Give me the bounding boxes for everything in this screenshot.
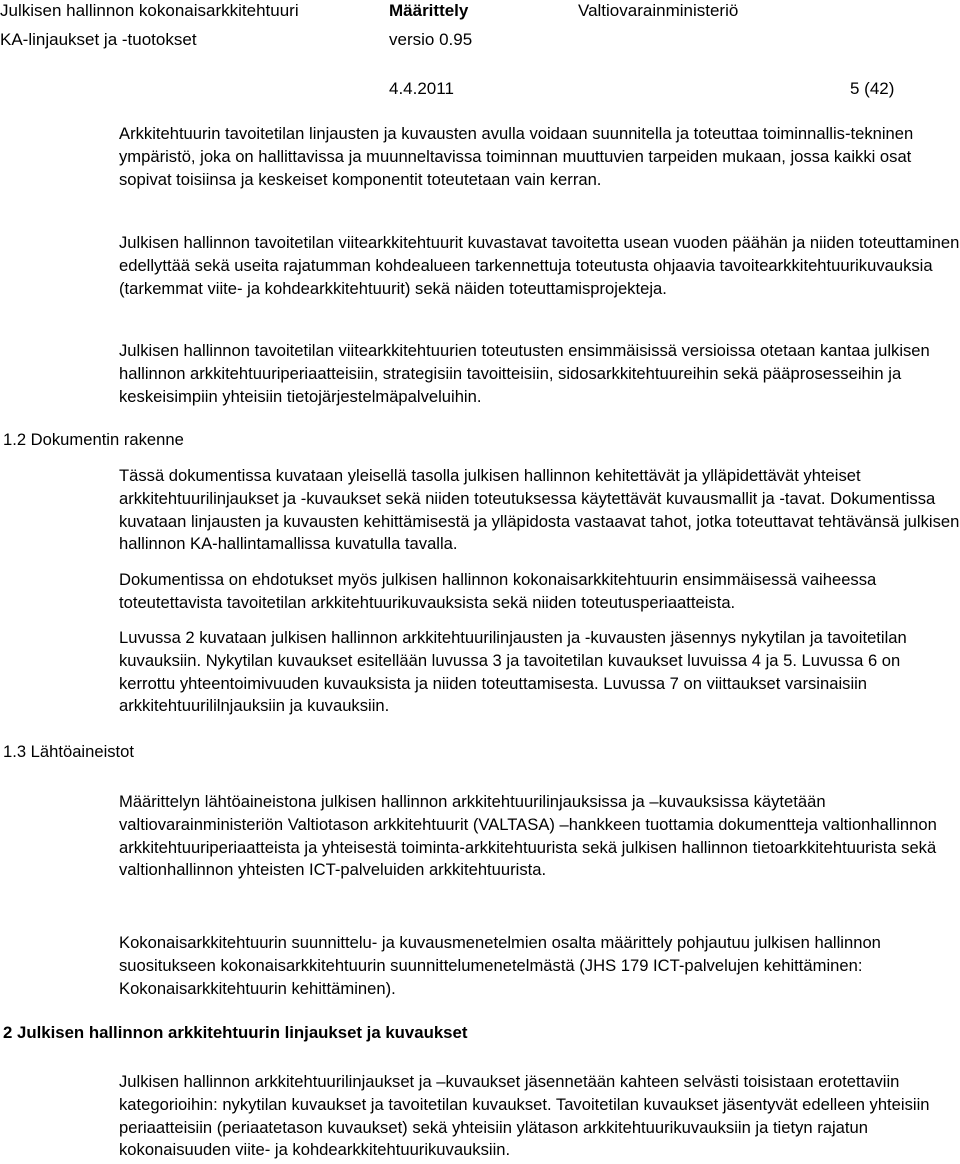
- header-doc-title: Julkisen hallinnon kokonaisarkkitehtuuri: [0, 1, 299, 20]
- chapter-heading-2: 2 Julkisen hallinnon arkkitehtuurin linjaukset ja kuvaukset: [3, 1023, 468, 1042]
- header-version: versio 0.95: [389, 30, 473, 49]
- header-page-number: 5 (42): [850, 79, 895, 98]
- section-1-2-paragraph-3: Luvussa 2 kuvataan julkisen hallinnon arkkitehtuurilinjausten ja -kuvausten jäsennys nykytilan ja tavoitetilan kuvauksiin. Nykytilan kuvaukset esitellään luvussa 3 ja tavoitetilan kuvaukset luvuissa 4 ja 5. Luvussa 6 on kerrottu yhteentoimivuuden kuvauksista ja niiden toteuttamisesta. Luvussa 7 on viittaukset varsinaisiin arkkitehtuurililnjauksiin ja kuvauksiin.: [119, 628, 907, 716]
- intro-paragraph-1: Arkkitehtuurin tavoitetilan linjausten ja kuvausten avulla voidaan suunnitella ja toteuttaa toiminnallis-tekninen ympäristö, joka on hallittavissa ja muunneltavissa toiminnan muuttuvien tarpeiden mukaan, jossa kaikki osat sopivat toisiinsa ja keskeiset komponentit toteutetaan vain kerran.: [119, 124, 914, 189]
- section-1-3-paragraph-1: Määrittelyn lähtöaineistona julkisen hallinnon arkkitehtuurilinjauksissa ja –kuvauksissa käytetään valtiovarainministeriön Valtiotason arkkitehtuurit (VALTASA) –hankkeen tuottamia dokumentteja valtionhallinnon arkkitehtuuriperiaatteista ja yhteisestä toiminta-arkkitehtuurista sekä julkisen hallinnon tietoarkkitehtuurista sekä valtionhallinnon yhteisten ICT-palveluiden arkkitehtuurista.: [119, 792, 937, 880]
- header-doc-subtitle: KA-linjaukset ja -tuotokset: [0, 30, 197, 49]
- intro-paragraph-2: Julkisen hallinnon tavoitetilan viitearkkitehtuurit kuvastavat tavoitetta usean vuoden päähän ja niiden toteuttaminen edellyttää sekä useita rajatumman kohdealueen tarkennettuja toteutusta ohjaavia tavoitearkkitehtuurikuvauksia (tarkemmat viite- ja kohdearkkitehtuurit) sekä näiden toteuttamisprojekteja.: [119, 233, 960, 298]
- header-doc-type: Määrittely: [389, 1, 469, 20]
- intro-paragraph-3: Julkisen hallinnon tavoitetilan viitearkkitehtuurien toteutusten ensimmäisissä versioissa otetaan kantaa julkisen hallinnon arkkitehtuuriperiaatteisiin, strategisiin tavoitteisiin, sidosarkkitehtuureihin sekä pääprosesseihin ja keskeisimpiin yhteisiin tietojärjestelmäpalveluihin.: [119, 341, 930, 406]
- section-1-3-paragraph-2: Kokonaisarkkitehtuurin suunnittelu- ja kuvausmenetelmien osalta määrittely pohjautuu julkisen hallinnon suositukseen kokonaisarkkitehtuurin suunnittelumenetelmästä (JHS 179 ICT-palvelujen kehittäminen: Kokonaisarkkitehtuurin kehittäminen).: [119, 933, 881, 998]
- section-1-2-paragraph-1: Tässä dokumentissa kuvataan yleisellä tasolla julkisen hallinnon kehitettävät ja ylläpidettävät yhteiset arkkitehtuurilinjaukset ja -kuvaukset sekä niiden toteutuksessa käytettävät kuvausmallit ja -tavat. Dokumentissa kuvataan linjausten ja kuvausten kehittämisestä ja ylläpidosta vastaavat tahot, jotka toteuttavat tehtävänsä julkisen hallinnon KA-hallintamallissa kuvatulla tavalla.: [119, 466, 960, 554]
- header-date: 4.4.2011: [389, 79, 454, 98]
- section-heading-1-3: 1.3 Lähtöaineistot: [3, 742, 135, 761]
- header-organization: Valtiovarainministeriö: [578, 1, 739, 20]
- section-heading-1-2: 1.2 Dokumentin rakenne: [3, 430, 184, 449]
- chapter-2-paragraph-1: Julkisen hallinnon arkkitehtuurilinjaukset ja –kuvaukset jäsennetään kahteen selvästi toisistaan erotettaviin kategorioihin: nykytilan kuvaukset ja tavoitetilan kuvaukset. Tavoitetilan kuvaukset jäsentyvät edelleen yhteisiin periaatteisiin (periaatetason kuvaukset) sekä yhteisiin ylätason arkkitehtuurikuvauksiin ja tietyn rajatun kokonaisuuden viite- ja kohdearkkitehtuurikuvauksiin.: [119, 1072, 930, 1160]
- section-1-2-paragraph-2: Dokumentissa on ehdotukset myös julkisen hallinnon kokonaisarkkitehtuurin ensimmäisessä vaiheessa toteutettavista tavoitetilan arkkitehtuurikuvauksista sekä niiden toteutusperiaatteista.: [119, 570, 877, 612]
